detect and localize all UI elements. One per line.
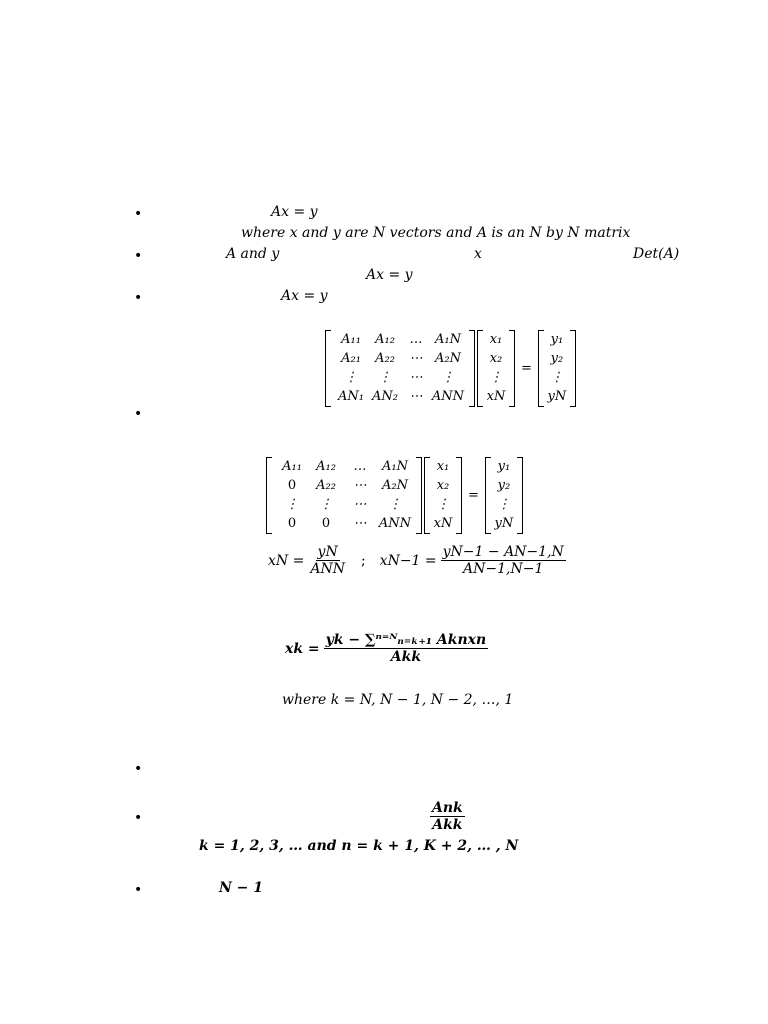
matrix-cell: A₂N <box>382 478 408 493</box>
matrix-cell: 0 <box>321 516 331 531</box>
upper-triangular-matrix <box>272 457 416 534</box>
multiplier-ratio <box>430 800 465 833</box>
matrix-cell: ⋮ <box>319 497 333 512</box>
lhs-xn: xN = <box>268 552 305 569</box>
bullet: • <box>134 206 143 222</box>
bullet: • <box>134 882 143 898</box>
numerator: yk − ∑ⁿ⁼ᴺₙ₌ₖ₊₁ Aknxn <box>325 632 487 648</box>
denominator: ANN <box>310 561 345 577</box>
matrix-cell: A₁₂ <box>316 459 336 474</box>
matrix-cell: ANN <box>431 389 465 404</box>
matrix-cell: ⋯ <box>409 389 423 404</box>
matrix-cell: 0 <box>287 516 297 531</box>
matrix-cell: A₂N <box>435 351 461 366</box>
denominator: AN−1,N−1 <box>463 561 544 577</box>
y-vector <box>491 457 517 534</box>
vector-cell: ⋮ <box>489 370 503 385</box>
index-range-bold: k = 1, 2, 3, … and n = k + 1, K + 2, … , N <box>199 838 519 854</box>
determinant: Det(A) <box>633 246 680 262</box>
matrix-cell: AN₁ <box>338 389 364 404</box>
vector-cell: xN <box>433 516 453 531</box>
vector-cell: y₁ <box>550 332 564 347</box>
vector-cell: x₂ <box>436 478 450 493</box>
lhs-xn-1: xN−1 = <box>379 552 437 569</box>
matrix-cell: A₂₂ <box>375 351 395 366</box>
matrix-cell: ⋮ <box>388 497 402 512</box>
vector-cell: x₁ <box>489 332 503 347</box>
numerator: yN <box>317 544 338 560</box>
coefficient-matrix <box>331 330 469 407</box>
separator: ; <box>360 552 366 569</box>
vector-cell: ⋮ <box>550 370 564 385</box>
matrix-cell: ⋯ <box>353 497 367 512</box>
denominator: Akk <box>432 817 463 833</box>
x-vector <box>483 330 509 407</box>
matrix-cell: ⋮ <box>441 370 455 385</box>
matrix-cell: ⋯ <box>409 370 423 385</box>
vector-cell: yN <box>547 389 567 404</box>
bullet: • <box>134 290 143 306</box>
n-minus-one: N − 1 <box>219 880 264 896</box>
fraction <box>441 544 566 577</box>
matrix-cell: … <box>409 332 423 347</box>
index-range: where k = N, N − 1, N − 2, …, 1 <box>282 692 514 708</box>
matrix-cell: A₂₁ <box>341 351 361 366</box>
where-clause: where x and y are N vectors and A is an N by N matrix <box>241 225 631 241</box>
matrix-cell: A₂₂ <box>316 478 336 493</box>
equation-ax-y: Ax = y <box>271 204 318 220</box>
matrix-equation-upper-triangular <box>266 457 523 534</box>
bullet: • <box>134 406 143 422</box>
equals-sign: = <box>468 488 479 503</box>
matrix-cell: … <box>353 459 367 474</box>
vector-cell: y₂ <box>550 351 564 366</box>
fraction <box>324 632 489 665</box>
matrix-cell: ⋯ <box>353 478 367 493</box>
matrix-cell: A₁N <box>435 332 461 347</box>
vector-cell: ⋮ <box>436 497 450 512</box>
fraction <box>308 544 347 577</box>
vector-cell: xN <box>486 389 506 404</box>
vector-cell: y₁ <box>497 459 511 474</box>
bullet: • <box>134 248 143 264</box>
vector-cell: yN <box>494 516 514 531</box>
x-vector <box>430 457 456 534</box>
matrix-cell: ⋮ <box>344 370 358 385</box>
bullet: • <box>134 810 143 826</box>
matrix-cell: ⋯ <box>353 516 367 531</box>
matrix-cell: ⋯ <box>409 351 423 366</box>
equals-sign: = <box>521 361 532 376</box>
numerator: Ank <box>432 800 463 816</box>
vector-cell: x₁ <box>436 459 450 474</box>
numerator: yN−1 − AN−1,N <box>442 544 564 560</box>
matrix-cell: AN₂ <box>372 389 398 404</box>
vector-cell: ⋮ <box>497 497 511 512</box>
x-symbol: x <box>474 246 482 262</box>
matrix-cell: A₁₁ <box>282 459 302 474</box>
general-back-substitution-formula <box>285 632 488 665</box>
vector-cell: y₂ <box>497 478 511 493</box>
matrix-cell: ANN <box>378 516 412 531</box>
y-vector <box>544 330 570 407</box>
vector-cell: x₂ <box>489 351 503 366</box>
matrix-cell: A₁₁ <box>341 332 361 347</box>
matrix-cell: ⋮ <box>378 370 392 385</box>
equation-ax-y: Ax = y <box>366 267 413 283</box>
denominator: Akk <box>390 649 422 665</box>
bullet: • <box>134 761 143 777</box>
matrix-cell: A₁N <box>382 459 408 474</box>
lhs-xk: xk = <box>285 640 320 657</box>
matrix-cell: A₁₂ <box>375 332 395 347</box>
matrix-cell: 0 <box>287 478 297 493</box>
equation-ax-y: Ax = y <box>281 288 328 304</box>
back-substitution-formula <box>268 544 566 577</box>
matrix-cell: ⋮ <box>285 497 299 512</box>
a-and-y: A and y <box>226 246 280 262</box>
matrix-equation-full <box>325 330 576 407</box>
